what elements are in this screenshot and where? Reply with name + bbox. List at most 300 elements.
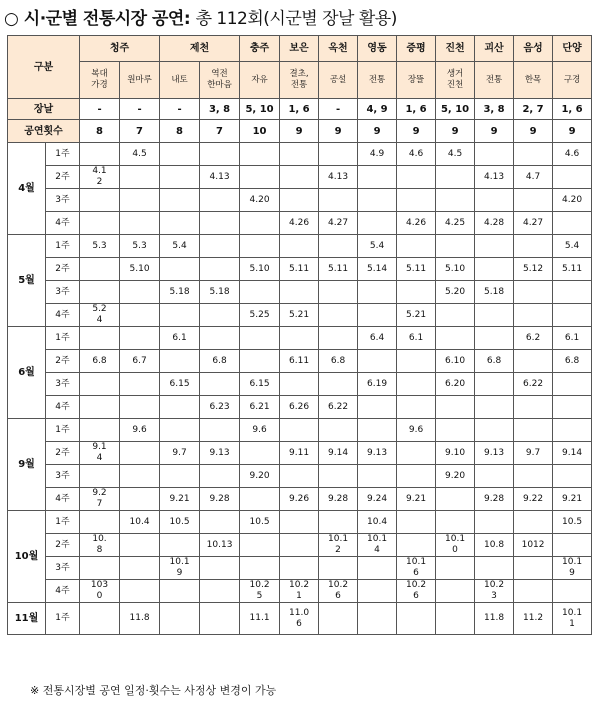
schedule-cell: 6.4 xyxy=(358,327,397,350)
schedule-cell xyxy=(200,603,240,635)
schedule-cell xyxy=(80,258,120,281)
schedule-cell xyxy=(160,189,200,212)
schedule-cell xyxy=(240,488,280,511)
month-label: 5월 xyxy=(8,235,46,327)
schedule-cell xyxy=(120,327,160,350)
schedule-cell: 9.11 xyxy=(280,442,319,465)
week-label: 3주 xyxy=(46,557,80,580)
schedule-cell xyxy=(514,396,553,419)
schedule-cell: 10.5 xyxy=(240,511,280,534)
count-value: 9 xyxy=(319,120,358,143)
schedule-cell: 1012 xyxy=(514,534,553,557)
schedule-cell xyxy=(514,189,553,212)
count-value: 9 xyxy=(553,120,592,143)
count-value: 9 xyxy=(514,120,553,143)
week-label: 4주 xyxy=(46,488,80,511)
schedule-cell: 9.10 xyxy=(436,442,475,465)
schedule-cell: 6.8 xyxy=(80,350,120,373)
schedule-cell xyxy=(397,166,436,189)
jangnal-value: 4, 9 xyxy=(358,99,397,120)
schedule-cell: 4.27 xyxy=(514,212,553,235)
jangnal-value: 3, 8 xyxy=(200,99,240,120)
schedule-cell: 9.14 xyxy=(319,442,358,465)
schedule-cell xyxy=(553,304,592,327)
header-market: 전통 xyxy=(358,62,397,99)
schedule-cell: 5.18 xyxy=(200,281,240,304)
schedule-cell: 10.1 6 xyxy=(397,557,436,580)
month-label: 11월 xyxy=(8,603,46,635)
schedule-cell: 11.0 6 xyxy=(280,603,319,635)
schedule-cell: 9.28 xyxy=(475,488,514,511)
schedule-cell xyxy=(280,534,319,557)
schedule-cell xyxy=(280,373,319,396)
schedule-cell xyxy=(120,534,160,557)
table-row xyxy=(8,465,592,488)
header-city: 증평 xyxy=(397,36,436,62)
schedule-cell xyxy=(397,534,436,557)
schedule-cell xyxy=(319,373,358,396)
schedule-cell xyxy=(553,580,592,603)
schedule-cell xyxy=(200,327,240,350)
schedule-cell xyxy=(280,419,319,442)
schedule-cell: 9.21 xyxy=(553,488,592,511)
schedule-cell xyxy=(240,212,280,235)
schedule-cell xyxy=(280,189,319,212)
schedule-cell xyxy=(436,304,475,327)
schedule-cell xyxy=(358,557,397,580)
schedule-cell xyxy=(358,166,397,189)
schedule-cell xyxy=(280,465,319,488)
schedule-cell: 6.7 xyxy=(120,350,160,373)
table-row xyxy=(8,304,592,327)
schedule-cell xyxy=(514,235,553,258)
schedule-cell: 5.21 xyxy=(280,304,319,327)
table-row xyxy=(8,212,592,235)
week-label: 2주 xyxy=(46,166,80,189)
week-label: 4주 xyxy=(46,212,80,235)
schedule-cell: 4.9 xyxy=(358,143,397,166)
table-row xyxy=(8,534,592,557)
schedule-cell xyxy=(80,603,120,635)
schedule-cell xyxy=(280,557,319,580)
schedule-cell: 4.7 xyxy=(514,166,553,189)
schedule-cell: 4.13 xyxy=(200,166,240,189)
schedule-cell xyxy=(397,189,436,212)
schedule-cell: 5.2 4 xyxy=(80,304,120,327)
schedule-cell: 4.5 xyxy=(436,143,475,166)
schedule-cell: 10.4 xyxy=(120,511,160,534)
schedule-cell: 6.8 xyxy=(200,350,240,373)
table-row xyxy=(8,327,592,350)
schedule-cell: 10.5 xyxy=(553,511,592,534)
jangnal-value: - xyxy=(319,99,358,120)
header-market: 결초, 전통 xyxy=(280,62,319,99)
schedule-cell xyxy=(475,258,514,281)
schedule-cell: 11.8 xyxy=(120,603,160,635)
header-market: 내토 xyxy=(160,62,200,99)
schedule-cell xyxy=(553,419,592,442)
schedule-cell: 4.25 xyxy=(436,212,475,235)
month-label: 4월 xyxy=(8,143,46,235)
table-row xyxy=(8,350,592,373)
count-value: 9 xyxy=(475,120,514,143)
schedule-cell xyxy=(475,327,514,350)
schedule-cell xyxy=(200,580,240,603)
week-label: 4주 xyxy=(46,396,80,419)
header-market: 자유 xyxy=(240,62,280,99)
schedule-cell: 4.28 xyxy=(475,212,514,235)
table-row xyxy=(8,557,592,580)
schedule-cell xyxy=(553,465,592,488)
schedule-cell: 5.10 xyxy=(240,258,280,281)
schedule-cell: 10.1 2 xyxy=(319,534,358,557)
schedule-cell xyxy=(160,396,200,419)
schedule-cell xyxy=(280,327,319,350)
header-city: 진천 xyxy=(436,36,475,62)
schedule-cell xyxy=(475,373,514,396)
count-value: 10 xyxy=(240,120,280,143)
schedule-cell xyxy=(240,281,280,304)
schedule-cell xyxy=(475,143,514,166)
jangnal-value: - xyxy=(160,99,200,120)
schedule-cell: 6.1 xyxy=(160,327,200,350)
schedule-cell: 6.23 xyxy=(200,396,240,419)
schedule-cell xyxy=(120,465,160,488)
schedule-cell xyxy=(200,419,240,442)
month-label: 10월 xyxy=(8,511,46,603)
schedule-cell xyxy=(240,166,280,189)
header-city: 청주 xyxy=(80,36,160,62)
title-main: 시·군별 전통시장 공연: xyxy=(23,9,191,29)
schedule-cell xyxy=(319,189,358,212)
schedule-cell xyxy=(514,511,553,534)
schedule-cell: 10.2 6 xyxy=(319,580,358,603)
schedule-cell: 6.22 xyxy=(319,396,358,419)
jangnal-value: 5, 10 xyxy=(240,99,280,120)
schedule-cell: 9.28 xyxy=(319,488,358,511)
schedule-cell xyxy=(397,465,436,488)
header-city: 제천 xyxy=(160,36,240,62)
schedule-cell: 5.14 xyxy=(358,258,397,281)
schedule-cell xyxy=(553,281,592,304)
jangnal-label: 장날 xyxy=(8,99,80,120)
schedule-cell xyxy=(160,143,200,166)
week-label: 3주 xyxy=(46,465,80,488)
schedule-cell xyxy=(319,419,358,442)
schedule-cell xyxy=(514,557,553,580)
schedule-cell xyxy=(475,419,514,442)
schedule-cell: 6.21 xyxy=(240,396,280,419)
schedule-cell xyxy=(120,189,160,212)
table-row xyxy=(8,281,592,304)
week-label: 1주 xyxy=(46,419,80,442)
schedule-cell: 4.27 xyxy=(319,212,358,235)
schedule-cell xyxy=(200,235,240,258)
schedule-cell: 6.1 xyxy=(553,327,592,350)
schedule-cell: 5.20 xyxy=(436,281,475,304)
schedule-cell: 10.2 1 xyxy=(280,580,319,603)
schedule-cell xyxy=(514,350,553,373)
week-label: 3주 xyxy=(46,189,80,212)
week-label: 2주 xyxy=(46,534,80,557)
schedule-cell xyxy=(80,212,120,235)
jangnal-value: 2, 7 xyxy=(514,99,553,120)
schedule-cell xyxy=(160,212,200,235)
schedule-cell: 103 0 xyxy=(80,580,120,603)
schedule-cell xyxy=(80,189,120,212)
schedule-cell: 5.11 xyxy=(319,258,358,281)
schedule-cell xyxy=(319,465,358,488)
schedule-cell: 5.11 xyxy=(397,258,436,281)
schedule-cell: 4.26 xyxy=(280,212,319,235)
schedule-cell xyxy=(514,281,553,304)
schedule-cell: 9.7 xyxy=(514,442,553,465)
schedule-cell xyxy=(358,304,397,327)
schedule-cell xyxy=(397,373,436,396)
month-label: 6월 xyxy=(8,327,46,419)
performance-schedule-table xyxy=(7,35,592,635)
schedule-cell xyxy=(397,442,436,465)
header-city: 음성 xyxy=(514,36,553,62)
schedule-cell: 6.1 xyxy=(397,327,436,350)
schedule-cell: 4.26 xyxy=(397,212,436,235)
schedule-cell: 4.20 xyxy=(553,189,592,212)
schedule-cell xyxy=(436,166,475,189)
schedule-cell xyxy=(358,281,397,304)
count-row xyxy=(8,120,592,143)
schedule-cell: 4.6 xyxy=(397,143,436,166)
count-value: 7 xyxy=(120,120,160,143)
schedule-cell: 11.8 xyxy=(475,603,514,635)
schedule-cell: 6.19 xyxy=(358,373,397,396)
schedule-cell: 9.20 xyxy=(240,465,280,488)
header-market: 한목 xyxy=(514,62,553,99)
week-label: 2주 xyxy=(46,442,80,465)
schedule-cell xyxy=(280,511,319,534)
schedule-cell: 9.28 xyxy=(200,488,240,511)
header-market: 공설 xyxy=(319,62,358,99)
schedule-cell xyxy=(358,419,397,442)
schedule-cell xyxy=(80,143,120,166)
schedule-cell xyxy=(436,488,475,511)
schedule-cell: 5.4 xyxy=(160,235,200,258)
schedule-cell xyxy=(120,580,160,603)
table-row xyxy=(8,396,592,419)
schedule-cell: 10.1 9 xyxy=(553,557,592,580)
schedule-cell xyxy=(319,511,358,534)
schedule-cell xyxy=(240,350,280,373)
schedule-cell xyxy=(200,511,240,534)
schedule-cell xyxy=(240,557,280,580)
schedule-cell xyxy=(358,396,397,419)
title-sub: (시군별 장날 활용) xyxy=(263,9,397,29)
schedule-cell: 9.7 xyxy=(160,442,200,465)
schedule-cell xyxy=(240,327,280,350)
schedule-cell: 6.22 xyxy=(514,373,553,396)
schedule-cell: 5.25 xyxy=(240,304,280,327)
schedule-cell: 10.4 xyxy=(358,511,397,534)
schedule-cell: 10.2 3 xyxy=(475,580,514,603)
schedule-cell xyxy=(553,373,592,396)
schedule-cell: 6.15 xyxy=(160,373,200,396)
header-market: 생거 진천 xyxy=(436,62,475,99)
schedule-cell: 9.6 xyxy=(240,419,280,442)
schedule-cell: 9.21 xyxy=(397,488,436,511)
table-row xyxy=(8,143,592,166)
schedule-cell: 11.1 xyxy=(240,603,280,635)
schedule-cell xyxy=(475,511,514,534)
header-market: 장뜰 xyxy=(397,62,436,99)
schedule-cell xyxy=(160,580,200,603)
week-label: 3주 xyxy=(46,281,80,304)
schedule-cell xyxy=(436,580,475,603)
schedule-cell xyxy=(120,304,160,327)
schedule-cell: 10.13 xyxy=(200,534,240,557)
schedule-cell: 6.15 xyxy=(240,373,280,396)
schedule-cell: 10.1 4 xyxy=(358,534,397,557)
header-market: 구경 xyxy=(553,62,592,99)
schedule-cell: 9.13 xyxy=(200,442,240,465)
schedule-cell: 5.10 xyxy=(436,258,475,281)
schedule-cell: 5.4 xyxy=(553,235,592,258)
table-row xyxy=(8,580,592,603)
title-total: 총 112회 xyxy=(195,9,264,29)
schedule-cell xyxy=(240,235,280,258)
schedule-cell: 9.26 xyxy=(280,488,319,511)
jangnal-value: - xyxy=(80,99,120,120)
schedule-cell xyxy=(80,281,120,304)
header-city: 단양 xyxy=(553,36,592,62)
schedule-cell xyxy=(553,534,592,557)
schedule-cell: 10.5 xyxy=(160,511,200,534)
schedule-cell xyxy=(200,212,240,235)
count-value: 9 xyxy=(397,120,436,143)
schedule-cell xyxy=(319,281,358,304)
schedule-cell: 10.8 xyxy=(475,534,514,557)
schedule-cell xyxy=(160,603,200,635)
schedule-cell: 9.24 xyxy=(358,488,397,511)
schedule-cell xyxy=(475,189,514,212)
header-city-row xyxy=(8,36,592,62)
schedule-cell: 6.10 xyxy=(436,350,475,373)
schedule-cell xyxy=(160,258,200,281)
schedule-cell: 5.21 xyxy=(397,304,436,327)
schedule-cell: 5.10 xyxy=(120,258,160,281)
schedule-cell: 6.8 xyxy=(319,350,358,373)
schedule-cell xyxy=(319,327,358,350)
schedule-cell xyxy=(553,166,592,189)
schedule-cell xyxy=(120,488,160,511)
schedule-cell: 4.5 xyxy=(120,143,160,166)
schedule-cell xyxy=(200,373,240,396)
schedule-cell: 5.12 xyxy=(514,258,553,281)
schedule-cell xyxy=(397,511,436,534)
header-city: 영동 xyxy=(358,36,397,62)
schedule-cell: 9.21 xyxy=(160,488,200,511)
jangnal-value: - xyxy=(120,99,160,120)
schedule-cell xyxy=(80,419,120,442)
page-title xyxy=(4,4,397,29)
header-city: 옥천 xyxy=(319,36,358,62)
schedule-cell xyxy=(475,465,514,488)
schedule-cell xyxy=(436,396,475,419)
schedule-cell: 10.2 5 xyxy=(240,580,280,603)
schedule-cell: 9.20 xyxy=(436,465,475,488)
schedule-cell xyxy=(160,350,200,373)
schedule-cell: 5.3 xyxy=(80,235,120,258)
schedule-cell: 9.6 xyxy=(397,419,436,442)
schedule-cell: 5.3 xyxy=(120,235,160,258)
schedule-cell: 6.8 xyxy=(553,350,592,373)
header-market: 복대 가경 xyxy=(80,62,120,99)
schedule-cell: 9.2 7 xyxy=(80,488,120,511)
schedule-cell xyxy=(358,603,397,635)
schedule-cell xyxy=(280,166,319,189)
schedule-cell: 4.1 2 xyxy=(80,166,120,189)
schedule-cell xyxy=(514,419,553,442)
count-value: 8 xyxy=(80,120,120,143)
table-row xyxy=(8,258,592,281)
schedule-cell: 9.14 xyxy=(553,442,592,465)
schedule-cell xyxy=(280,235,319,258)
schedule-cell xyxy=(358,350,397,373)
jangnal-value: 1, 6 xyxy=(553,99,592,120)
schedule-cell xyxy=(358,465,397,488)
week-label: 1주 xyxy=(46,143,80,166)
header-city: 보은 xyxy=(280,36,319,62)
schedule-cell xyxy=(80,465,120,488)
schedule-cell xyxy=(200,189,240,212)
week-label: 1주 xyxy=(46,235,80,258)
schedule-cell xyxy=(553,396,592,419)
schedule-cell xyxy=(475,235,514,258)
schedule-cell xyxy=(514,465,553,488)
schedule-cell: 9.22 xyxy=(514,488,553,511)
count-value: 9 xyxy=(436,120,475,143)
week-label: 1주 xyxy=(46,327,80,350)
jangnal-value: 1, 6 xyxy=(280,99,319,120)
schedule-cell xyxy=(160,166,200,189)
schedule-cell xyxy=(240,442,280,465)
schedule-cell xyxy=(240,534,280,557)
schedule-cell xyxy=(120,557,160,580)
jangnal-row xyxy=(8,99,592,120)
schedule-cell: 6.26 xyxy=(280,396,319,419)
table-row xyxy=(8,189,592,212)
schedule-cell: 10. 8 xyxy=(80,534,120,557)
schedule-cell xyxy=(319,603,358,635)
schedule-cell xyxy=(514,143,553,166)
header-market: 원마루 xyxy=(120,62,160,99)
week-label: 4주 xyxy=(46,580,80,603)
schedule-cell xyxy=(160,534,200,557)
schedule-cell: 5.4 xyxy=(358,235,397,258)
schedule-cell xyxy=(397,235,436,258)
schedule-cell xyxy=(200,143,240,166)
schedule-cell xyxy=(80,373,120,396)
jangnal-value: 3, 8 xyxy=(475,99,514,120)
week-label: 1주 xyxy=(46,511,80,534)
table-row xyxy=(8,488,592,511)
schedule-cell xyxy=(280,281,319,304)
schedule-cell: 4.13 xyxy=(319,166,358,189)
schedule-cell xyxy=(280,143,319,166)
schedule-cell xyxy=(319,143,358,166)
schedule-cell: 10.2 6 xyxy=(397,580,436,603)
count-value: 9 xyxy=(280,120,319,143)
schedule-cell xyxy=(358,189,397,212)
schedule-cell: 10.1 1 xyxy=(553,603,592,635)
